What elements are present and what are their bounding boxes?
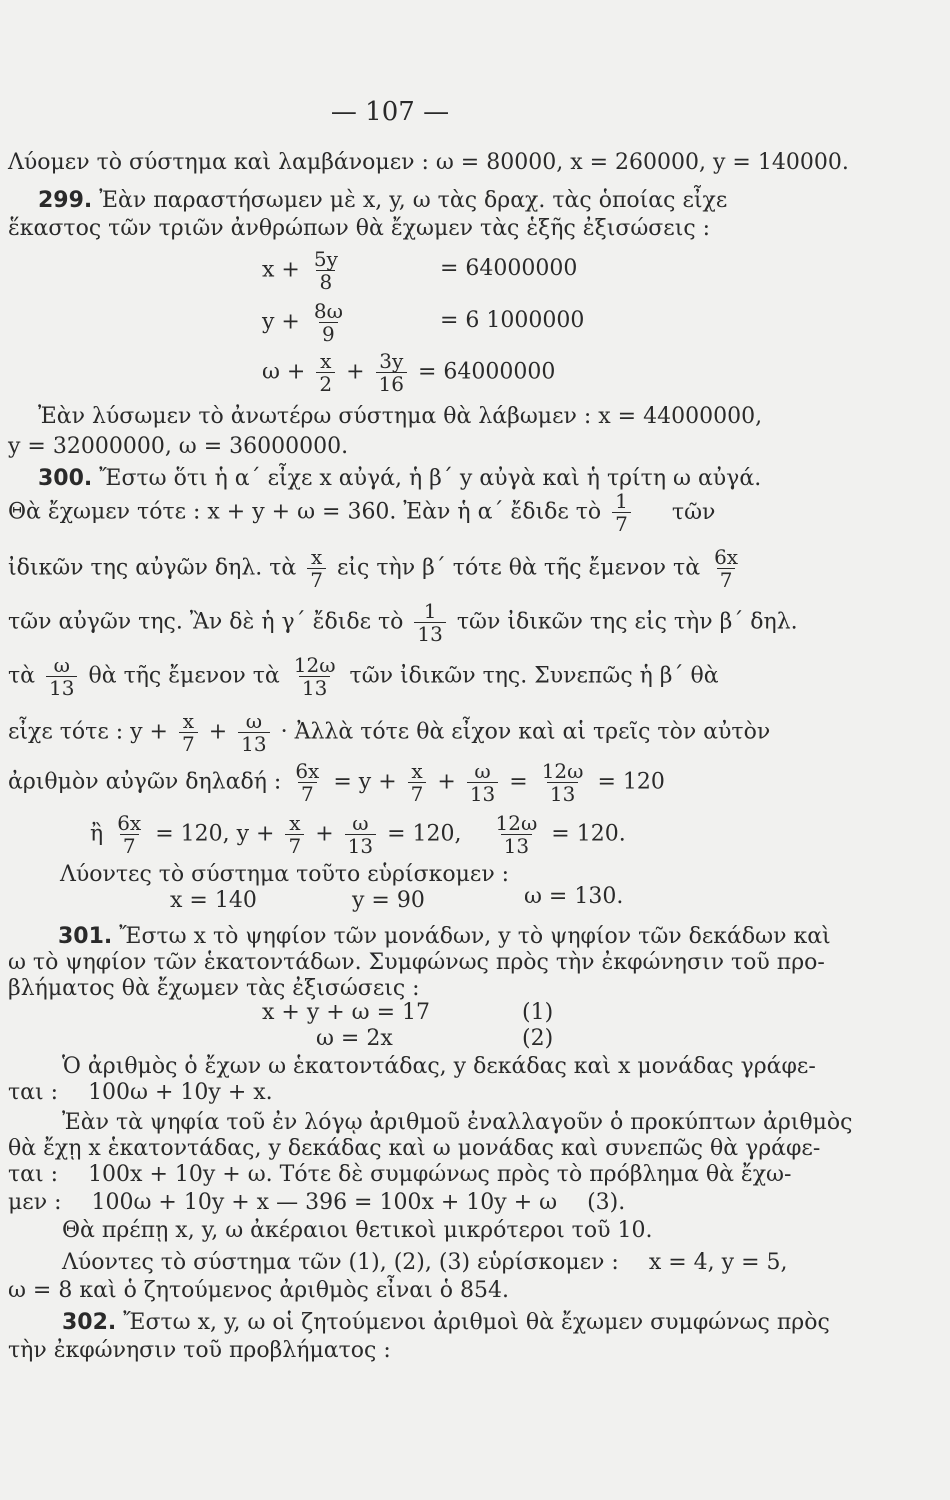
fraction-numerator: 8ω <box>313 299 343 323</box>
equation-299-3: ω + $\frac{x}{2}$ + $\frac{3y}{16}$ = 64000000 <box>262 349 556 396</box>
problem-301-line-2: ω τὸ ψηφίον τῶν ἑκατοντάδων. Συμφώνως πρὸς τὴν ἐκφώνησιν τοῦ προ- <box>8 950 825 975</box>
fraction-numerator: x <box>320 349 332 373</box>
equation-299-1-rhs: = 64000000 <box>440 256 578 281</box>
fraction-numerator: x <box>311 545 323 569</box>
problem-301-line-8: ται : 100x + 10y + ω. Τότε δὲ συμφώνως πρὸς τὸ πρόβλημα θὰ ἔχω- <box>8 1162 792 1187</box>
fraction-numerator: ω <box>474 759 491 783</box>
problem-301-line-10: Θὰ πρέπῃ x, y, ω ἀκέραιοι θετικοὶ μικρότεροι τοῦ 10. <box>62 1218 653 1243</box>
fraction-numerator: 6x <box>714 545 739 569</box>
fraction-numerator: 3y <box>379 349 404 373</box>
problem-301-number: 301. <box>58 924 113 949</box>
problem-300-line-1: 300. Ἔστω ὅτι ἡ α΄ εἶχε x αὐγά, ἡ β΄ y αὐγὰ καὶ ἡ τρίτη ω αὐγά. <box>38 466 762 491</box>
fraction <box>292 760 322 805</box>
fraction-denominator: 7 <box>408 782 427 805</box>
problem-300-line-9: Λύοντες τὸ σύστημα τοῦτο εὑρίσκομεν : <box>60 862 510 887</box>
fraction-numerator: ω <box>53 653 70 677</box>
problem-300-line-2: Θὰ ἔχωμεν τότε : x + y + ω = 360. Ἐὰν ἡ α΄ ἔδιδε τὸ $\frac{1}{7}$ τῶν <box>8 489 716 536</box>
fraction-denominator: 13 <box>501 834 532 857</box>
fraction-numerator: 5y <box>313 247 338 271</box>
fraction <box>307 546 326 591</box>
solution-y: y = 90 <box>352 888 425 913</box>
fraction-denominator: 13 <box>299 676 330 699</box>
solution-x: x = 140 <box>170 888 257 913</box>
solution-omega: ω = 130. <box>524 884 624 909</box>
fraction-numerator: ω <box>352 811 369 835</box>
equation-301-2-number: (2) <box>522 1026 554 1051</box>
page-number: — 107 — <box>330 97 450 127</box>
fraction <box>539 760 587 805</box>
equation-299-2-rhs: = 6 1000000 <box>440 308 585 333</box>
problem-301-line-4: Ὁ ἀριθμὸς ὁ ἔχων ω ἑκατοντάδας, y δεκάδας καὶ x μονάδας γράφε- <box>62 1054 816 1079</box>
fraction-numerator: ω <box>245 709 263 733</box>
fraction <box>612 490 631 535</box>
fraction-denominator: 13 <box>238 732 269 755</box>
problem-300-line-3: ἰδικῶν της αὐγῶν δηλ. τὰ $\frac{x}{7}$ εἰς τὴν β΄ τότε θὰ τῆς ἔμενον τὰ $\frac{6x}{7}$ <box>8 546 745 591</box>
fraction-denominator: 16 <box>376 372 407 395</box>
problem-300-line-6: εἶχε τότε : y + $\frac{x}{7}$ + $\frac{\omega}{13}$ · Ἀλλὰ τότε θὰ εἶχον καὶ αἱ τρεῖς τὸν αὐτὸν <box>8 709 771 756</box>
fraction-numerator: 12ω <box>293 653 336 677</box>
fraction <box>376 350 407 395</box>
fraction-denominator: 13 <box>345 834 376 857</box>
fraction-numerator: x <box>182 709 194 733</box>
problem-299-line-3: Ἐὰν λύσωμεν τὸ ἀνωτέρω σύστημα θὰ λάβωμεν : x = 44000000, <box>38 404 763 429</box>
problem-299-line-4: y = 32000000, ω = 36000000. <box>8 434 349 459</box>
fraction <box>345 812 376 857</box>
fraction <box>311 248 341 293</box>
problem-299-line-1: 299. Ἐὰν παραστήσωμεν μὲ x, y, ω τὰς δραχ. τὰς ὁποίας εἶχε <box>38 188 728 213</box>
problem-301-line-11: Λύοντες τὸ σύστημα τῶν (1), (2), (3) εὑρίσκομεν : x = 4, y = 5, <box>62 1250 788 1275</box>
fraction-denominator: 7 <box>612 512 631 535</box>
problem-301-line-12: ω = 8 καὶ ὁ ζητούμενος ἀριθμὸς εἶναι ὁ 854. <box>8 1278 509 1303</box>
fraction-numerator: 6x <box>117 811 142 835</box>
equation-299-1: x + $\frac{5y}{8}$ <box>262 248 345 293</box>
fraction <box>238 710 269 755</box>
fraction-denominator: 7 <box>717 568 736 591</box>
fraction-denominator: 9 <box>319 322 338 345</box>
fraction <box>311 300 346 345</box>
fraction <box>408 760 427 805</box>
equation-301-2: ω = 2x <box>316 1026 393 1051</box>
fraction-denominator: 7 <box>307 568 326 591</box>
problem-301-line-1: 301. Ἔστω x τὸ ψηφίον τῶν μονάδων, y τὸ ψηφίον τῶν δεκάδων καὶ <box>58 924 831 949</box>
problem-302-line-2: τὴν ἐκφώνησιν τοῦ προβλήματος : <box>8 1338 391 1363</box>
fraction <box>291 654 339 699</box>
fraction <box>316 350 335 395</box>
fraction <box>493 812 541 857</box>
problem-300-number: 300. <box>38 466 93 491</box>
fraction <box>46 654 77 699</box>
intro-solution-line: Λύομεν τὸ σύστημα καὶ λαμβάνομεν : ω = 80000, x = 260000, y = 140000. <box>8 150 849 175</box>
problem-301-line-5: ται : 100ω + 10y + x. <box>8 1080 273 1105</box>
problem-301-line-9: μεν : 100ω + 10y + x — 396 = 100x + 10y + ω (3). <box>8 1190 626 1215</box>
fraction-numerator: 6x <box>295 759 320 783</box>
fraction-denominator: 13 <box>547 782 578 805</box>
fraction <box>711 546 741 591</box>
problem-302-number: 302. <box>62 1310 117 1335</box>
equation-299-2: y + $\frac{8\omega}{9}$ <box>262 300 350 345</box>
fraction-numerator: x <box>289 811 301 835</box>
fraction-numerator: 12ω <box>541 759 584 783</box>
fraction <box>114 812 144 857</box>
problem-301-line-3: βλήματος θὰ ἔχωμεν τὰς ἐξισώσεις : <box>8 976 420 1001</box>
problem-301-line-6: Ἐὰν τὰ ψηφία τοῦ ἐν λόγῳ ἀριθμοῦ ἐναλλαγοῦν ὁ προκύπτων ἀριθμὸς <box>62 1110 853 1135</box>
fraction-numerator: 12ω <box>495 811 538 835</box>
problem-300-line-4: τῶν αὐγῶν της. Ἂν δὲ ἡ γ΄ ἔδιδε τὸ $\frac{1}{13}$ τῶν ἰδικῶν της εἰς τὴν β΄ δηλ. <box>8 599 798 646</box>
problem-301-line-7: θὰ ἔχῃ x ἑκατοντάδας, y δεκάδας καὶ ω μονάδας καὶ συνεπῶς θὰ γράφε- <box>8 1136 821 1161</box>
fraction-denominator: 7 <box>298 782 317 805</box>
problem-300-line-8: ἢ $\frac{6x}{7}$ = 120, y + $\frac{x}{7}$ + $\frac{\omega}{13}$ = 120, $\frac{12\omega}{13}$ = 120. <box>90 811 626 858</box>
equation-301-1: x + y + ω = 17 <box>262 1000 431 1025</box>
fraction-numerator: 1 <box>615 489 628 513</box>
problem-300-line-7: ἀριθμὸν αὐγῶν δηλαδή : $\frac{6x}{7}$ = y + $\frac{x}{7}$ + $\frac{\omega}{13}$ = $\frac{12\omega}{13}$ = 120 <box>8 759 665 806</box>
problem-300-line-5: τὰ $\frac{\omega}{13}$ θὰ τῆς ἔμενον τὰ $\frac{12\omega}{13}$ τῶν ἰδικῶν της. Συνεπῶς ἡ β΄ θὰ <box>8 653 719 700</box>
fraction-denominator: 13 <box>46 676 77 699</box>
fraction-denominator: 13 <box>467 782 498 805</box>
fraction <box>467 760 498 805</box>
problem-299-number: 299. <box>38 188 93 213</box>
equation-301-1-number: (1) <box>522 1000 554 1025</box>
fraction-denominator: 8 <box>316 270 335 293</box>
fraction-denominator: 13 <box>414 622 445 645</box>
problem-299-line-2: ἕκαστος τῶν τριῶν ἀνθρώπων θὰ ἔχωμεν τὰς ἑξῆς ἐξισώσεις : <box>8 216 711 241</box>
fraction-denominator: 7 <box>285 834 304 857</box>
fraction-denominator: 7 <box>179 732 198 755</box>
fraction <box>414 600 445 645</box>
problem-302-line-1: 302. Ἔστω x, y, ω οἱ ζητούμενοι ἀριθμοὶ θὰ ἔχωμεν συμφώνως πρὸς <box>62 1310 830 1335</box>
fraction <box>285 812 304 857</box>
fraction-numerator: 1 <box>423 599 437 623</box>
fraction-denominator: 7 <box>120 834 139 857</box>
fraction-numerator: x <box>411 759 423 783</box>
fraction <box>179 710 198 755</box>
fraction-denominator: 2 <box>316 372 335 395</box>
